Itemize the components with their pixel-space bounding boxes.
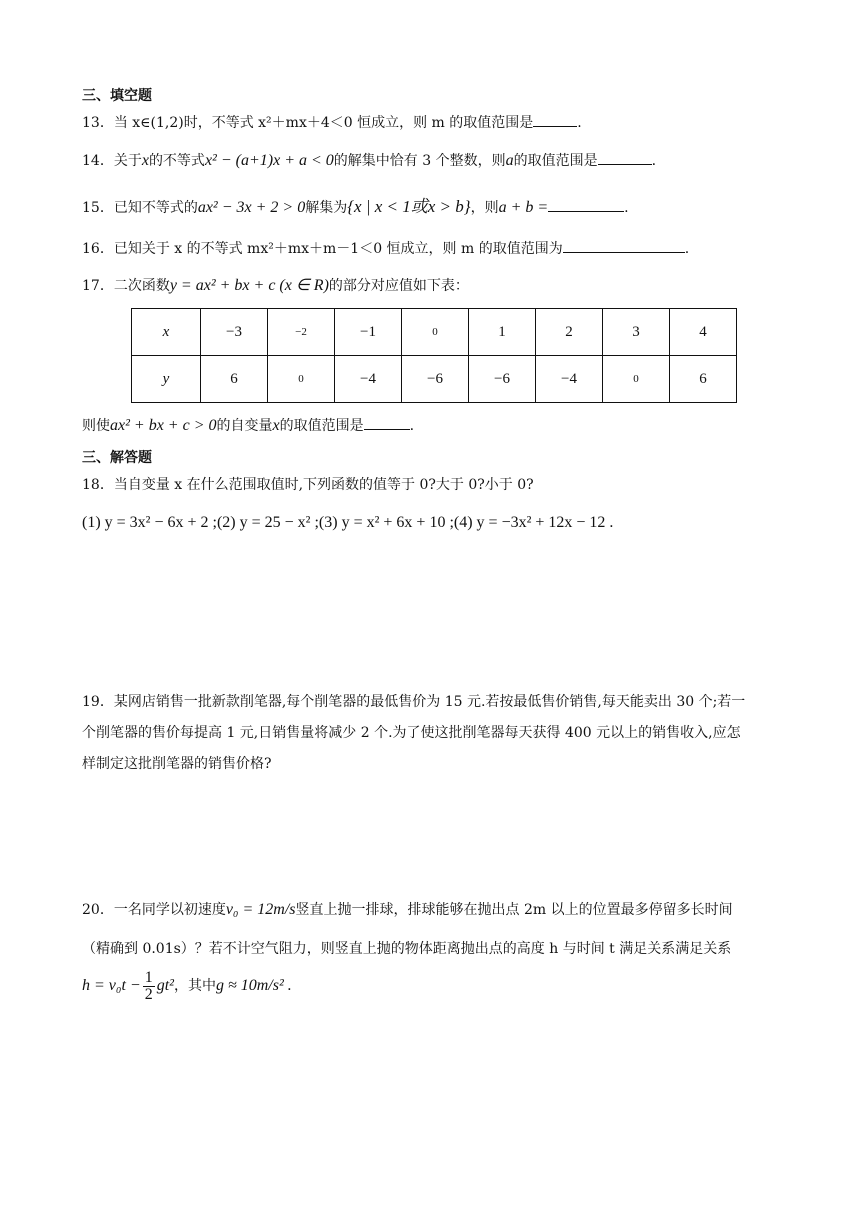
table-cell: −4 [335,356,402,403]
question-14-mid: 的不等式 [148,153,205,169]
question-20-where: ，其中 [173,978,216,994]
question-15-mid: 解集为 [305,200,348,216]
table-cell: 1 [469,309,536,356]
question-16: 16．已知关于 x 的不等式 mx²＋mx＋m－1＜0 恒成立，则 m 的取值范围为 . [82,238,689,259]
question-15-suffix: ，则 [470,200,499,216]
math-inequality: x² − (a+1)x + a < 0 [204,152,334,169]
question-20-body: 竖直上抛一排球，排球能够在抛出点 2m 以上的位置最多停留多长时间 [295,902,733,918]
question-14: 14．关于x的不等式x² − (a+1)x + a < 0的解集中恰有 3 个整数，则a的取值范围是 . [82,152,657,169]
question-13-text: 13．当 x∈(1,2)时，不等式 x²＋mx＋4＜0 恒成立，则 m 的取值范围是 [82,115,534,131]
table-header-y: y [132,356,201,403]
table-cell: −2 [268,309,335,356]
question-17-prefix: 17．二次函数 [82,278,170,294]
question-15-prefix: 15．已知不等式的 [82,200,198,216]
math-var-x: x [272,417,280,434]
answer-blank [364,415,410,430]
question-17-followup: 则使ax² + bx + c > 0的自变量x的取值范围是 . [82,417,415,434]
table-row-y [132,356,737,403]
question-13: 13．当 x∈(1,2)时，不等式 x²＋mx＋4＜0 恒成立，则 m 的取值范围是 . [82,112,582,133]
math-inequality: ax² − 3x + 2 > 0 [197,199,306,216]
question-15: 15．已知不等式的ax² − 3x + 2 > 0解集为{x | x < 1或x > b}，则a + b = . [82,197,629,216]
section-heading-answer: 三、解答题 [82,450,152,466]
question-16-text: 16．已知关于 x 的不等式 mx²＋mx＋m－1＜0 恒成立，则 m 的取值范围为 [82,241,563,257]
math-quadratic-function: y = ax² + bx + c (x ∈ R) [169,277,329,294]
math-inequality: ax² + bx + c > 0 [110,417,217,434]
question-19-line-1: 19．某网店销售一批新款削笔器,每个削笔器的最低售价为 15 元.若按最低售价销售,每天能卖出 30 个;若一 [82,694,746,710]
math-height-formula: h = v₀t − [82,977,141,994]
question-17-followup-mid: 的自变量 [216,418,273,434]
math-initial-velocity: v₀ = 12m/s [225,901,296,918]
answer-blank [598,150,652,165]
question-17-followup-suffix: 的取值范围是 [279,418,364,434]
question-14-suffix-2: 的取值范围是 [513,153,598,169]
table-cell: −1 [335,309,402,356]
question-18-parts: (1) y = 3x² − 6x + 2 ;(2) y = 25 − x² ;(3) y = x² + 6x + 10 ;(4) y = −3x² + 12x − 12 . [82,514,614,531]
section-heading-fill-blank: 三、填空题 [82,88,152,104]
table-cell: 0 [603,356,670,403]
fraction-one-half [143,970,155,1003]
question-20-intro: 20．一名同学以初速度 [82,902,226,918]
math-gravity: g ≈ 10m/s² . [215,977,292,994]
table-cell: 4 [670,309,737,356]
question-19-line-3: 样制定这批削笔器的销售价格? [82,756,272,772]
table-cell: 0 [268,356,335,403]
table-cell: −4 [536,356,603,403]
table-cell: 2 [536,309,603,356]
table-cell: 0 [402,309,469,356]
table-cell: −3 [201,309,268,356]
value-table [131,308,737,403]
math-sum: a + b = [498,199,549,216]
fraction-numerator: 1 [144,968,153,986]
question-17-suffix: 的部分对应值如下表： [328,278,469,294]
table-cell: 6 [201,356,268,403]
question-19-line-2: 个削笔器的售价每提高 1 元,日销售量将减少 2 个.为了使这批削笔器每天获得 400 元以上的销售收入,应怎 [82,725,741,741]
question-14-suffix: 的解集中恰有 3 个整数，则 [333,153,506,169]
math-solution-set: {x | x < 1或x > b} [347,197,471,216]
question-17 [82,276,469,296]
answer-blank [563,238,685,253]
question-20-line-1 [82,900,733,920]
table-cell: −6 [402,356,469,403]
math-var-x: x [141,152,149,169]
answer-blank [533,112,577,127]
fraction-denominator: 2 [144,985,153,1003]
table-cell: 3 [603,309,670,356]
question-20-line-2: （精确到 0.01s）？若不计空气阻力，则竖直上抛的物体距离抛出点的高度 h 与时间 t 满足关系满足关系 [82,941,732,957]
math-var-a: a [505,152,514,169]
question-18-text: 18．当自变量 x 在什么范围取值时,下列函数的值等于 0?大于 0?小于 0? [82,477,534,493]
table-row-x [132,309,737,356]
question-17-followup-prefix: 则使 [82,418,110,434]
question-20-line-3 [82,968,292,1004]
table-header-x: x [132,309,201,356]
table-cell: −6 [469,356,536,403]
answer-blank [548,197,624,212]
question-14-prefix: 14．关于 [82,153,142,169]
math-gt-squared: gt² [156,977,174,994]
table-cell: 6 [670,356,737,403]
